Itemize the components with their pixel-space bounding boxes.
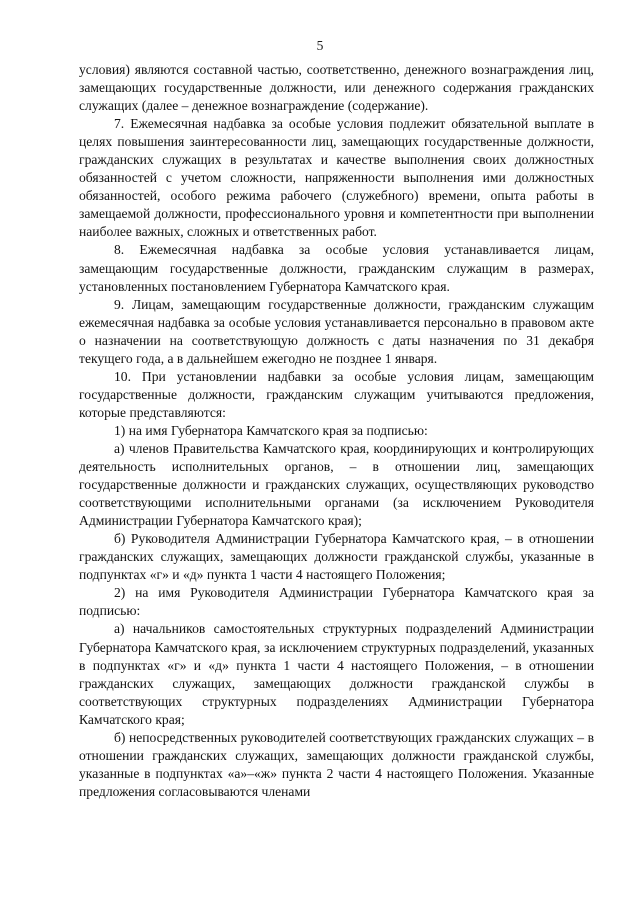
paragraph-10-item-1-b: б) Руководителя Администрации Губернатора Камчатского края, – в отношении гражданских служащих, замещающих должности гражданской службы, указанные в подпунктах «г» и «д» пункта 1 части 4 настоящего Положения; [79,531,594,583]
paragraph-10-item-2-b: б) непосредственных руководителей соответствующих гражданских служащих – в отношении гражданских служащих, замещающих должности гражданской службы, указанные в подпунктах «а»–«ж» пункта 2 части 4 настоящего Положения. Указанные предложения согласовываются членами [79,729,594,799]
paragraph-10-item-2-a: а) начальников самостоятельных структурных подразделений Администрации Губернатора Камчатского края, за исключением структурных подразделений, указанных в подпунктах «г» и «д» пункта 1 части 4 настоящего Положения, – в отношении гражданских служащих, замещающих должности гражданской службы в соответствующих структурных подразделениях Администрации Губернатора Камчатского края; [79,621,594,727]
page-number: 5 [316,38,324,53]
paragraph-10: 10. При установлении надбавки за особые условия лицам, замещающим государственные должности, гражданским служащим учитываются предложения, которые представляются: [79,368,594,420]
paragraph-8: 8. Ежемесячная надбавка за особые условия устанавливается лицам, замещающим государственные должности, гражданским служащим в размерах, установленных постановлением Губернатора Камчатского края. [79,242,594,294]
paragraph-continuation: условия) являются составной частью, соответственно, денежного вознаграждения лиц, замещающих государственные должности, или денежного содержания гражданских служащих (далее – денежное вознаграждение (содержание). [79,62,594,114]
paragraph-7: 7. Ежемесячная надбавка за особые условия подлежит обязательной выплате в целях повышения заинтересованности лиц, замещающих государственные должности, гражданских служащих в результатах и качестве выполнения своих должностных обязанностей с учетом сложности, напряженности выполнения ими должностных обязанностей, особого режима рабочего (служебного) времени, опыта работы в замещаемой должности, профессионального уровня и компетентности при выполнении наиболее важных, сложных и ответственных работ. [79,116,594,240]
paragraph-10-item-1: 1) на имя Губернатора Камчатского края за подписью: [114,422,428,438]
paragraph-9: 9. Лицам, замещающим государственные должности, гражданским служащим ежемесячная надбавка за особые условия устанавливается персонально в правовом акте о назначении на соответствующую должность с даты назначения по 31 декабря текущего года, а в дальнейшем ежегодно не позднее 1 января. [79,296,594,366]
paragraph-10-item-2: 2) на имя Руководителя Администрации Губернатора Камчатского края за подписью: [79,585,594,619]
paragraph-10-item-1-a: а) членов Правительства Камчатского края, координирующих и контролирующих деятельность исполнительных органов, – в отношении лиц, замещающих государственные должности и гражданских служащих, осуществляющих руководство соответствующими исполнительными органами (за исключением Руководителя Администрации Губернатора Камчатского края); [79,440,594,529]
document-body [79,61,594,801]
